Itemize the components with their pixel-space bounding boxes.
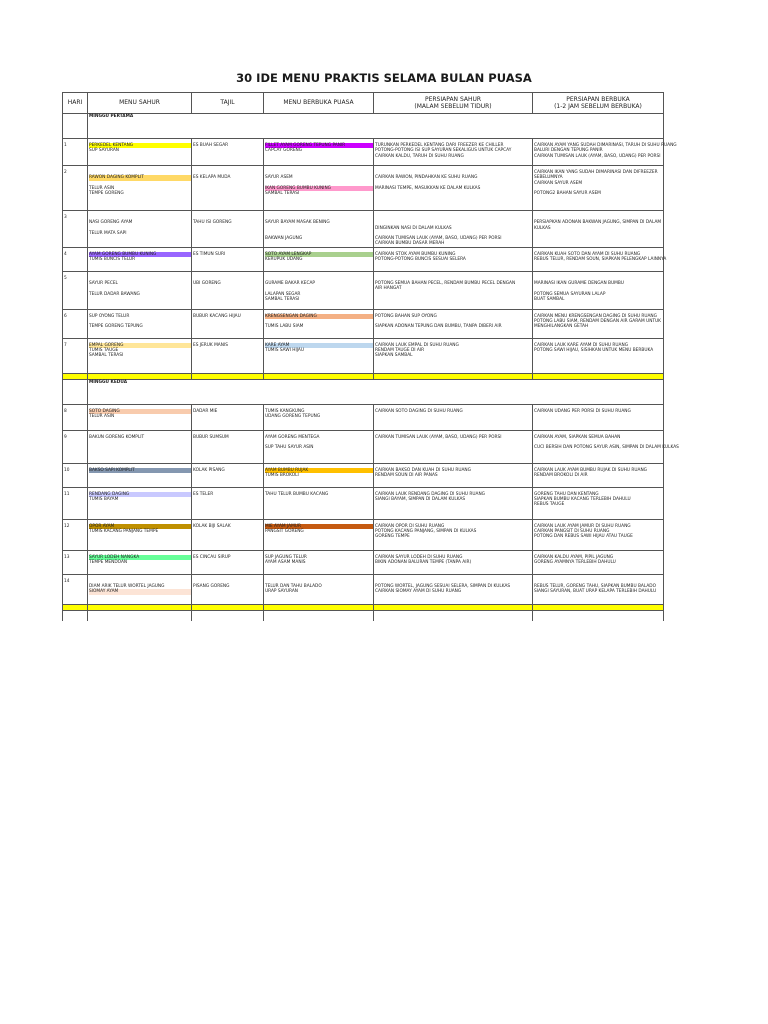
cell-line: UBI GORENG [193,281,221,287]
cell-line: ES JERUK MANIS [193,342,228,348]
cell-line: SIAPKAN ADONAN TEPUNG DAN BUMBU, TANPA DIBERI AIR [375,324,502,330]
cell-line: TELUR ASIN [89,185,115,191]
week-header-row [63,114,664,139]
cell-line: CAIRKAN KALDU, TARUH DI SUHU RUANG [375,153,464,159]
tajil-cell [192,404,264,430]
menu-sahur-cell [88,487,192,519]
cell-line: SAMBAL TERASI [265,296,300,302]
cell-line: GORENG TEMPE [375,534,410,540]
cell-line: GORENG AYAMNYA TERLEBIH DAHULU [534,560,616,566]
persiapan-sahur-cell [374,247,533,271]
cell-line: CAIRKAN KALDU AYAM, PIPIL JAGUNG [534,554,614,560]
menu-berbuka-cell [264,139,374,166]
highlighted-menu-item: AYAM BUMBU RUJAK [265,468,373,473]
cell-line: SAMBAL TERASI [89,353,124,359]
menu-sahur-cell [88,338,192,373]
cell-line: SUP SAYURAN [89,148,119,154]
tajil-cell [192,247,264,271]
cell-line: TUMIS LABU SIAM [265,324,304,330]
persiapan-sahur-cell [374,574,533,604]
cell-line: POTONG LABU SIAM, RENDAM DENGAN AIR GARAM UNTUK [534,319,661,325]
cell-line: DADAR MIE [193,408,218,414]
cell-line: BUBUR KACANG HIJAU [193,313,241,319]
cell-line: MENGHILANGKAN GETAH [534,324,589,330]
menu-sahur-cell [88,211,192,248]
day-row [63,139,664,166]
cell-line: CAIRKAN LAUK AYAM JAMUR DI SUHU RUANG [534,523,631,529]
page-title: 30 IDE MENU PRAKTIS SELAMA BULAN PUASA [236,71,532,85]
cell-line: SIAPKAN SAMBAL [375,353,413,359]
day-row [63,211,664,248]
cell-line: TEMPE MENDOAN [89,560,128,566]
cell-line: TEMPE GORENG [89,191,124,197]
cell-line: KOLAK PISANG [193,467,225,473]
cell-line: CAIRKAN PANGSIT DI SUHU RUANG [534,529,610,535]
tail-cell [192,610,264,621]
hari-cell: 14 [63,574,88,604]
cell-line: CAIRKAN OPOR DI SUHU RUANG [375,523,445,529]
highlighted-menu-item: BAKSO SAPI KOMPLIT [89,468,191,473]
menu-berbuka-cell [264,211,374,248]
cell-line: TUMIS BAYAM [89,497,119,503]
persiapan-berbuka-cell [533,211,664,248]
cell-line: CAIRKAN MENU KRENGSENGAN DAGING DI SUHU RUANG [534,313,657,319]
highlighted-menu-item: SOTO DAGING [89,409,191,414]
header-hari: HARI [63,93,88,114]
persiapan-berbuka-cell [533,166,664,211]
cell-line: POTONG KACANG PANJANG, SIMPAN DI KULKAS [375,529,477,535]
header-menu-sahur: MENU SAHUR [88,93,192,114]
menu-berbuka-cell [264,550,374,574]
header-persiapan-berbuka-sub: (1-2 JAM SEBELUM BERBUKA) [554,103,642,110]
menu-berbuka-cell [264,519,374,550]
cell-line: KOLAK BIJI SALAK [193,523,231,529]
cell-line: AYAM GORENG MENTEGA [265,434,320,440]
cell-line: ES TELER [193,491,214,497]
cell-line: PISANG GORENG [193,584,230,590]
highlighted-menu-item: PERKEDEL KENTANG [89,143,191,148]
week-hari-cell [63,379,88,404]
menu-sahur-cell [88,247,192,271]
hari-cell: 5 [63,271,88,309]
persiapan-berbuka-cell [533,404,664,430]
day-row [63,574,664,604]
cell-line: TUMIS TAUGE [89,348,119,354]
header-row [63,93,664,114]
persiapan-berbuka-cell [533,519,664,550]
tajil-cell [192,139,264,166]
tajil-cell [192,338,264,373]
cell-line: POTONG2 BAHAN SAYUR ASEM [534,191,601,197]
cell-line: SIANGI BAYAM, SIMPAN DI DALAM KULKAS [375,497,466,503]
day-row [63,519,664,550]
persiapan-sahur-cell [374,309,533,338]
tajil-cell [192,487,264,519]
cell-line: CAIRKAN IKAN YANG SUDAH DIMARINASI DAN DIFREEZER [534,170,658,175]
tail-cell [264,610,374,621]
cell-line: TELUR DADAR BAWANG [89,291,140,297]
cell-line: BAKUN GORENG KOMPLIT [89,434,145,440]
persiapan-sahur-cell [374,519,533,550]
persiapan-sahur-cell [374,338,533,373]
cell-line: CAIRKAN LAUK AYAM BUMBU RUJAK DI SUHU RUANG [534,467,647,473]
tail-row [63,610,664,621]
week-hari-cell [63,114,88,139]
cell-line: CAIRKAN SOTO DAGING DI SUHU RUANG [375,408,463,414]
persiapan-sahur-cell [374,139,533,166]
menu-berbuka-cell [264,309,374,338]
cell-line: POTONG-POTONG ISI SUP SAYURAN SEKALIGUS UNTUK CAPCAY [375,148,512,154]
cell-line: ES KELAPA MUDA [193,175,231,181]
cell-line: REBUS TELUR, GORENG TAHU, SIAPKAN BUMBU BALADO [534,584,656,590]
cell-line: TELUR MATA SAPI [89,230,127,236]
cell-line: GURAME BAKAR KECAP [265,281,315,287]
menu-sahur-cell [88,271,192,309]
day-row [63,430,664,463]
cell-line: KERUPUK UDANG [265,257,303,263]
cell-line: TAHU TELUR BUMBU KACANG [265,491,329,497]
highlighted-menu-item: FILLET AYAM GORENG TEPUNG PANIR [265,143,373,148]
persiapan-sahur-cell [374,550,533,574]
cell-line: ES BUAH SEGAR [193,143,229,148]
cell-line: CAIRKAN LAUK KARE AYAM DI SUHU RUANG [534,342,629,348]
persiapan-berbuka-cell [533,463,664,487]
cell-line: BUBUR SUMSUM [193,434,229,440]
menu-sahur-cell [88,139,192,166]
persiapan-sahur-cell [374,271,533,309]
persiapan-berbuka-cell [533,550,664,574]
day-row [63,404,664,430]
hari-cell: 7 [63,338,88,373]
cell-line: RENDAM TAUGE DI AIR [375,348,425,354]
cell-line: TAHU ISI GORENG [193,220,232,226]
tajil-cell [192,430,264,463]
header-menu-berbuka: MENU BERBUKA PUASA [264,93,374,114]
persiapan-sahur-cell [374,430,533,463]
menu-berbuka-cell [264,463,374,487]
header-persiapan-sahur [374,93,533,114]
menu-sahur-cell [88,166,192,211]
cell-line: TELUR DAN TAHU BALADO [265,584,322,590]
cell-line: CAIRKAN SAYUR LODEH DI SUHU RUANG [375,554,463,560]
menu-sahur-cell [88,519,192,550]
cell-line: PERSIAPKAN ADONAN BAKWAN JAGUNG, SIMPAN DI DALAM [534,220,662,226]
header-persiapan-berbuka [533,93,664,114]
menu-sahur-cell [88,574,192,604]
cell-line: POTONG SEMUA SAYURAN LALAP [534,291,606,297]
cell-line: TEMPE GORENG TEPUNG [89,324,143,330]
day-row [63,309,664,338]
cell-line: POTONG SEMUA BAHAN PECEL, RENDAM BUMBU PECEL DENGAN [375,281,516,287]
hari-cell: 6 [63,309,88,338]
tajil-cell [192,271,264,309]
cell-line: SAYUR ASEM [265,175,293,181]
hari-cell: 1 [63,139,88,166]
cell-line: SAYUR BAYAM MASAK BENING [265,220,330,226]
cell-line: PANGSIT GORENG [265,529,304,535]
hari-cell: 4 [63,247,88,271]
tajil-cell [192,574,264,604]
tajil-cell [192,309,264,338]
cell-line: BUAT SAMBAL [534,296,565,302]
menu-sahur-cell [88,404,192,430]
menu-berbuka-cell [264,574,374,604]
menu-sahur-cell [88,309,192,338]
cell-line: POTONG BAHAN SUP OYONG [375,313,437,319]
menu-sahur-cell [88,463,192,487]
cell-line: SAMBAL TERASI [265,191,300,197]
persiapan-sahur-cell [374,211,533,248]
cell-line: CAIRKAN RAWON, PINDAHKAN KE SUHU RUANG [375,175,478,181]
cell-line: BIKIN ADONAN BALURAN TEMPE (TANPA AIR) [375,560,472,566]
persiapan-sahur-cell [374,463,533,487]
tajil-cell [192,519,264,550]
cell-line: TUMIS SAWI HIJAU [265,348,305,354]
highlighted-menu-item: SIOMAY AYAM [89,589,191,594]
highlighted-menu-item: KRENGSENGAN DAGING [265,314,373,319]
cell-line: TELUR ASIN [89,414,115,420]
hari-cell: 10 [63,463,88,487]
menu-sahur-cell [88,550,192,574]
persiapan-berbuka-cell [533,309,664,338]
cell-line: CAIRKAN BUMBU DASAR MERAH [375,241,445,247]
hari-cell: 13 [63,550,88,574]
cell-line: SUP OYONG TELUR [89,313,130,319]
persiapan-berbuka-cell [533,139,677,166]
tail-cell [63,610,88,621]
table-body [63,114,679,621]
tail-cell [533,610,664,621]
cell-line: CAIRKAN TUMISAN LAUK (AYAM, BASO, UDANG) PER PORSI [375,236,502,242]
persiapan-berbuka-cell [533,574,664,604]
cell-line: TUMIS BUNCIS TELUR [89,257,136,263]
cell-line: ES CINCAU SIRUP [193,554,231,560]
persiapan-sahur-cell [374,404,533,430]
hari-cell: 12 [63,519,88,550]
menu-berbuka-cell [264,338,374,373]
cell-line: REBUS TELUR, RENDAM SOUN, SIAPKAN PELENGKAP LAINNYA [534,257,667,263]
menu-sahur-cell [88,430,192,463]
persiapan-berbuka-cell [533,487,664,519]
week-label: MINGGU PERTAMA [88,114,664,139]
cell-line: CUCI BERSIH DAN POTONG SAYUR ASIN, SIMPAN DI DALAM KULKAS [534,445,679,451]
highlighted-menu-item: AYAM GORENG BUMBU KUNING [89,252,191,257]
tail-cell [88,610,192,621]
cell-line: RENDAM SOUN DI AIR PANAS [375,473,438,479]
cell-line: CAIRKAN TUMISAN LAUK (AYAM, BASO, UDANG) PER PORSI [534,153,661,159]
day-row [63,166,664,211]
cell-line: POTONG DAN REBUS SAWI HIJAU ATAU TAUGE [534,534,633,540]
day-row [63,463,664,487]
cell-line: CAIRKAN STOK AYAM BUMBU KUNING [375,251,456,257]
week-header-row [63,379,664,404]
tajil-cell [192,211,264,248]
tajil-cell [192,463,264,487]
cell-line: RENDAM BROKOLI DI AIR [534,473,588,479]
day-row [63,550,664,574]
persiapan-berbuka-cell [533,247,667,271]
tajil-cell [192,550,264,574]
menu-berbuka-cell [264,271,374,309]
persiapan-sahur-cell [374,166,533,211]
highlighted-menu-item: KARE AYAM [265,343,373,348]
cell-line: REBUS TAUGE [534,502,565,508]
cell-line: CAIRKAN AYAM YANG SUDAH DIMARINASI, TARUH DI SUHU RUANG [534,143,677,148]
cell-line: AIR HANGAT [375,286,402,292]
cell-line: ES TIMUN SURI [193,251,226,257]
day-row [63,271,664,309]
cell-line: SUP TAHU SAYUR ASIN [265,445,314,451]
cell-line: CAIRKAN SAYUR ASEM [534,180,583,186]
cell-line: TURUNKAN PERKEDEL KENTANG DARI FREEZER KE CHILLER [375,143,504,148]
cell-line: MARINASI TEMPE, MASUKKAN KE DALAM KULKAS [375,185,481,191]
cell-line: NASI GORENG AYAM [89,220,133,226]
cell-line: TUMIS KACANG PANJANG TEMPE [89,529,159,535]
tajil-cell [192,166,264,211]
highlighted-menu-item: SOTO AYAM LENGKAP [265,252,373,257]
cell-line: TUMIS KANGKUNG [265,408,305,414]
cell-line: KULKAS [534,225,551,231]
cell-line: MARINASI IKAN GURAME DENGAN BUMBU [534,281,624,287]
highlighted-menu-item: SAYUR LODEH NANGKA [89,555,191,560]
cell-line: CAIRKAN AYAM, SIAPKAN SEMUA BAHAN [534,434,621,440]
cell-line: CAIRKAN TUMISAN LAUK (AYAM, BASO, UDANG) PER PORSI [375,434,502,440]
day-row [63,247,664,271]
day-row [63,338,664,373]
cell-line: GORENG TAHU DAN KENTANG [534,491,599,497]
cell-line: POTONG SAWI HIJAU, SISIHKAN UNTUK MENU BERBUKA [534,348,654,354]
hari-cell: 9 [63,430,88,463]
cell-line: POTONG WORTEL, JAGUNG SESUAI SELERA, SIMPAN DI KULKAS [375,584,511,590]
cell-line: SIAPKAN BUMBU KACANG TERLEBIH DAHULU [534,497,631,503]
highlighted-menu-item: RENDANG DAGING [89,492,191,497]
hari-cell: 8 [63,404,88,430]
hari-cell: 2 [63,166,88,211]
menu-berbuka-cell [264,247,374,271]
highlighted-menu-item: OPOR AYAM [89,524,191,529]
highlighted-menu-item: RAWON DAGING KOMPLIT [89,175,191,180]
cell-line: CAIRKAN SIOMAY AYAM DI SUHU RUANG [375,589,462,595]
persiapan-sahur-cell [374,487,533,519]
cell-line: BALURI DENGAN TEPUNG PANIR [534,148,603,154]
header-persiapan-sahur-title: PERSIAPAN SAHUR [424,96,482,103]
highlighted-menu-item: EMPAL GORENG [89,343,191,348]
cell-line: CAIRKAN UDANG PER PORSI DI SUHU RUANG [534,408,631,414]
hari-cell: 3 [63,211,88,248]
cell-line: CAPCAY GORENG [265,148,303,154]
header-persiapan-sahur-sub: (MALAM SEBELUM TIDUR) [414,103,492,110]
menu-table [62,92,679,621]
cell-line: CAIRKAN LAUK RENDANG DAGING DI SUHU RUANG [375,491,485,497]
cell-line: CAIRKAN KUAH SOTO DAN AYAM DI SUHU RUANG [534,251,641,257]
cell-line: SEBELUMNYA [534,175,563,181]
cell-line: DINGINKAN NASI DI DALAM KULKAS [375,225,452,231]
persiapan-berbuka-cell [533,338,664,373]
cell-line: CAIRKAN BAKSO DAN KUAH DI SUHU RUANG [375,467,471,473]
cell-line: BAKWAN JAGUNG [265,236,303,242]
cell-line: SAYUR PECEL [89,281,118,287]
cell-line: DIAM ARIK TELUR WORTEL JAGUNG [89,584,165,590]
menu-berbuka-cell [264,166,374,211]
cell-line: TUMIS BROKOLI [265,473,299,479]
highlighted-menu-item: MIE AYAM JAMUR [265,524,373,529]
cell-line: URAP SAYURAN [265,589,299,595]
cell-line: LALAPAN SEGAR [265,291,301,297]
cell-line: SIANGI SAYURAN, BUAT URAP KELAPA TERLEBIH DAHULU [534,589,657,595]
menu-berbuka-cell [264,487,374,519]
header-persiapan-berbuka-title: PERSIAPAN BERBUKA [566,96,630,103]
cell-line: AYAM ASAM MANIS [265,560,306,566]
highlighted-menu-item: IKAN GORENG BUMBU KUNING [265,186,373,191]
cell-line: POTONG-POTONG BUNCIS SESUAI SELERA [375,257,466,263]
persiapan-berbuka-cell [533,430,679,463]
tail-cell [374,610,533,621]
persiapan-berbuka-cell [533,271,664,309]
cell-line: UDANG GORENG TEPUNG [265,414,321,420]
cell-line: SUP JAGUNG TELUR [265,554,307,560]
week-label: MINGGU KEDUA [88,379,664,404]
menu-berbuka-cell [264,430,374,463]
day-row [63,487,664,519]
menu-berbuka-cell [264,404,374,430]
hari-cell: 11 [63,487,88,519]
header-tajil: TAJIL [192,93,264,114]
cell-line: CAIRKAN LAUK EMPAL DI SUHU RUANG [375,342,459,348]
